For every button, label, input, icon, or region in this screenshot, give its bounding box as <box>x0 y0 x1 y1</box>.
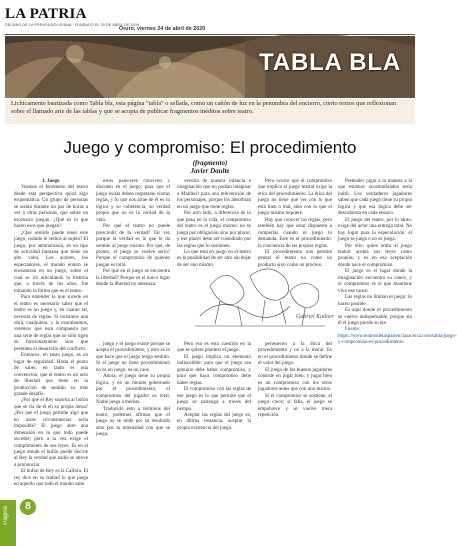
paragraph: Veamos el fenómeno del teatro desde esta perspectiva quizá algo esquemática. Un grupo de personas se sienta durante un par de horas a ver a otras personas, que sobre un escenario juegan. ¿Qué es lo que hacen esos que juegan? <box>14 184 88 230</box>
header-rule <box>5 34 415 35</box>
article-column-4b <box>258 341 332 530</box>
article-column-2b <box>96 341 170 530</box>
paragraph: Por ello, quien entra al juego teatral acepta sus leyes como propias, y es en esa aceptación donde nace el compromiso. <box>338 242 412 268</box>
paragraph: Es aquí donde el procedimiento se vuelve indispensable, porque sin él el juego pierde su eje. <box>338 307 412 326</box>
page-label: Página <box>3 506 9 525</box>
paragraph: Aceptar las reglas del juego es, en última instancia, aceptar la propia existencia del juego. <box>177 411 251 431</box>
paragraph: El juego implica un elemento indiscutible: para que el juego sea genuino debe haber compromiso, y para que haya compromiso debe haber reglas. <box>177 353 251 386</box>
article-headline: Juego y compromiso: El procedimiento <box>63 138 357 157</box>
paragraph: estos pareceres conviven y discuten en el juego; para que el juego exista deben respetarse ciertas reglas, y lo que nos atrae de él es su lógica y su coherencia, su verdad propia que no es la verdad de la vida. <box>96 178 170 223</box>
paragraph: Por qué en el juego se encuentra la libertad? Porque es el único lugar donde la libertad no amenaza. <box>96 268 170 288</box>
article-column-3b <box>177 341 251 530</box>
paragraph: juego y el juego existe porque se acepta el procedimiento, y esto es lo que hace que el juego tenga sentido. Si el juego no tiene procedimiento no es un juego: es un caos. <box>96 341 170 373</box>
paragraph: pertenecen a la ética del procedimiento y no a la moral. Es en el procedimiento donde se define el valor del juego. <box>258 341 332 367</box>
page-number: 8 <box>20 499 36 515</box>
intro-blurb: Lichicamente bautizada como Tabla bla, esta página "tabla" o sellada, como un cañón de luz en la penumbra del encierro, cierto textos que reflexionan sobre el llamado arte de las tablas y que se acopia de publicar fragmentos inéditos sobre teatro. <box>5 99 415 124</box>
newspaper-subtitle: DECANO DE LA PRENSA BOLIVIANA · FUNDADO EL 25 DE ABRIL DE 1919 <box>5 23 140 27</box>
article-column-5 <box>338 178 457 530</box>
paragraph: Lo que está en juego en el teatro es la posibilidad de ser otro sin dejar de ser uno mismo. <box>177 248 251 268</box>
newspaper-logo: LA PATRIA <box>5 6 87 22</box>
paragraph: Por otro lado, a diferencia de lo que pasa en la vida, el compromiso del teatro es el juego mismo: no se juega por obligación sino por placer, y ese placer debe ser custodiado por las reglas que lo sostienen. <box>177 210 251 249</box>
article-kicker: (fragmento) <box>192 159 228 167</box>
masthead <box>5 0 415 32</box>
paragraph: ¿Qué sentido puede tener este juego, cuándo le vemos al sujeto? El juego, por antonomasia, es un tipo de actividad humana que tiene un alto valor. Los actores, los espectadores, el mundo entero se encuentran en un juego, sobre el cual se irá articulando la historia que, a través de los años, fue tomando la forma que es el teatro. <box>14 229 88 294</box>
paragraph: ¿Por qué el Rey soporta al bufón que se ría de él en su propia mesa? ¿Por qué el juego permite algo que en otras circunstancias sería imposible? El juego abre una dimensión en la que todo puede suceder; pero a la vez exige el cumplimiento de sus leyes. Es en el juego donde el bufón puede decirle al Rey la verdad que nadie se atreve a pronunciar. <box>14 397 88 468</box>
subheading: I. Juego <box>42 178 60 184</box>
section-title: TABLA BLA <box>259 49 401 76</box>
article-column-1 <box>14 178 88 530</box>
issue-date: Oruro, viernes 24 de abril de 2020 <box>119 26 206 32</box>
paragraph: El juego de los buenos jugadores consiste en jugar bien; y jugar bien es un compromiso con los otros jugadores antes que con uno mismo. <box>258 366 332 393</box>
paragraph: Las reglas no limitan el juego: lo hacen posible. <box>338 294 412 307</box>
section-banner <box>5 36 415 98</box>
article-column-2 <box>96 178 170 338</box>
paragraph: El juego es el lugar donde la imaginación encuentra su cauce, y el compromiso es el que mantiene vivo ese cauce. <box>338 268 412 294</box>
paragraph: El compromiso con las reglas de ese juego es lo que permite que el juego se sostenga a través del tiempo. <box>177 386 251 412</box>
paragraph: El bufón de Rey es la Calfora. El rey dice en su lealtad lo que juega en aquello que todo el mundo sabe. <box>14 468 88 488</box>
paragraph: El juego del teatro, por lo tanto, exige del actor una entrega total. No hay lugar para la especulación: el juego se juega o no se juega. <box>338 216 412 243</box>
paragraph: versión de nuestra infancia e imaginación que no podían imaginar a Maldecir para una reinvención de los personajes, porque los absorbían en un juego que tiene reglas. <box>177 178 252 210</box>
paragraph: El procedimiento nos permite pensar el teatro no como un producto sino como un proceso. <box>258 248 332 268</box>
article-byline: Javier Daulte <box>190 167 230 175</box>
paragraph: Para entender lo que sucede en el teatro es necesario saber que el teatro es un juego y, en cuanto tal, necesita de reglas. Si tomamos una obra, cualquiera, y la examinamos, veremos que está compuesta por una serie de reglas que no sólo rigen su funcionamiento sino que permiten el desarrollo del conflicto. <box>14 294 88 352</box>
paragraph: Traducido esto a términos del teatro, podemos afirmar que el juego no se mide por su resultado sino por la intensidad con que se juega. <box>96 405 170 438</box>
paragraph: Entonces, en tanto juego, es un lugar de seguridad. Hasta el punto de saber, en tanto es una convención, que el teatro es un acto de libertad que tiene en la producción de sentido su más grande desafío. <box>14 352 88 397</box>
paragraph: Ahora, el juego tiene su propia lógica, y en un mundo gobernado por el procedimiento, el compromiso del jugador es total. Nadie juega a medias. <box>96 373 170 406</box>
paragraph: Hay que conocer las reglas, pero también hay que estar dispuesto a romperlas cuando el juego lo demanda. Este es el procedimiento: la conciencia de las propias reglas. <box>258 216 332 249</box>
sketch-illustration <box>190 256 330 332</box>
paragraph: Pero eso es esta cuestión en la que se quiere plantear el juego. <box>177 341 251 354</box>
artist-signature: Gabriel Kudner <box>296 314 335 320</box>
paragraph: Pretender jugar a la manera a la que estamos acostumbrados sería inútil. Los verdaderos jugadores saben que cada juego tiene su propia lógica y que esa lógica debe ser descubierta en cada ensayo. <box>338 178 412 217</box>
paragraph: Pero ocurre que el compromiso que implica el juego teatral exige la ética del procedimiento. La ética del juego no tiene que ver con lo que está bien o mal, sino con lo que el juego mismo requiere. <box>258 178 332 217</box>
paragraph: Si el compromiso se sostiene, el juego crece; si falla, el juego se empobrece y se vuelve mera repetición. <box>258 392 332 418</box>
page-tab <box>0 500 16 546</box>
source-link[interactable]: Fuente: https://www.teatrosdelasparienciasacerca.com/tabla/juego-y-compromiso-el-procedimiento <box>338 326 457 346</box>
paragraph: Por qué el teatro no puede prescindir de la verdad? Tal vez porque la verdad es lo que le da sentido al juego mismo. Por qué, de pronto, el juego se vuelve serio? Porque el compromiso de quienes juegan es total. <box>96 223 170 268</box>
